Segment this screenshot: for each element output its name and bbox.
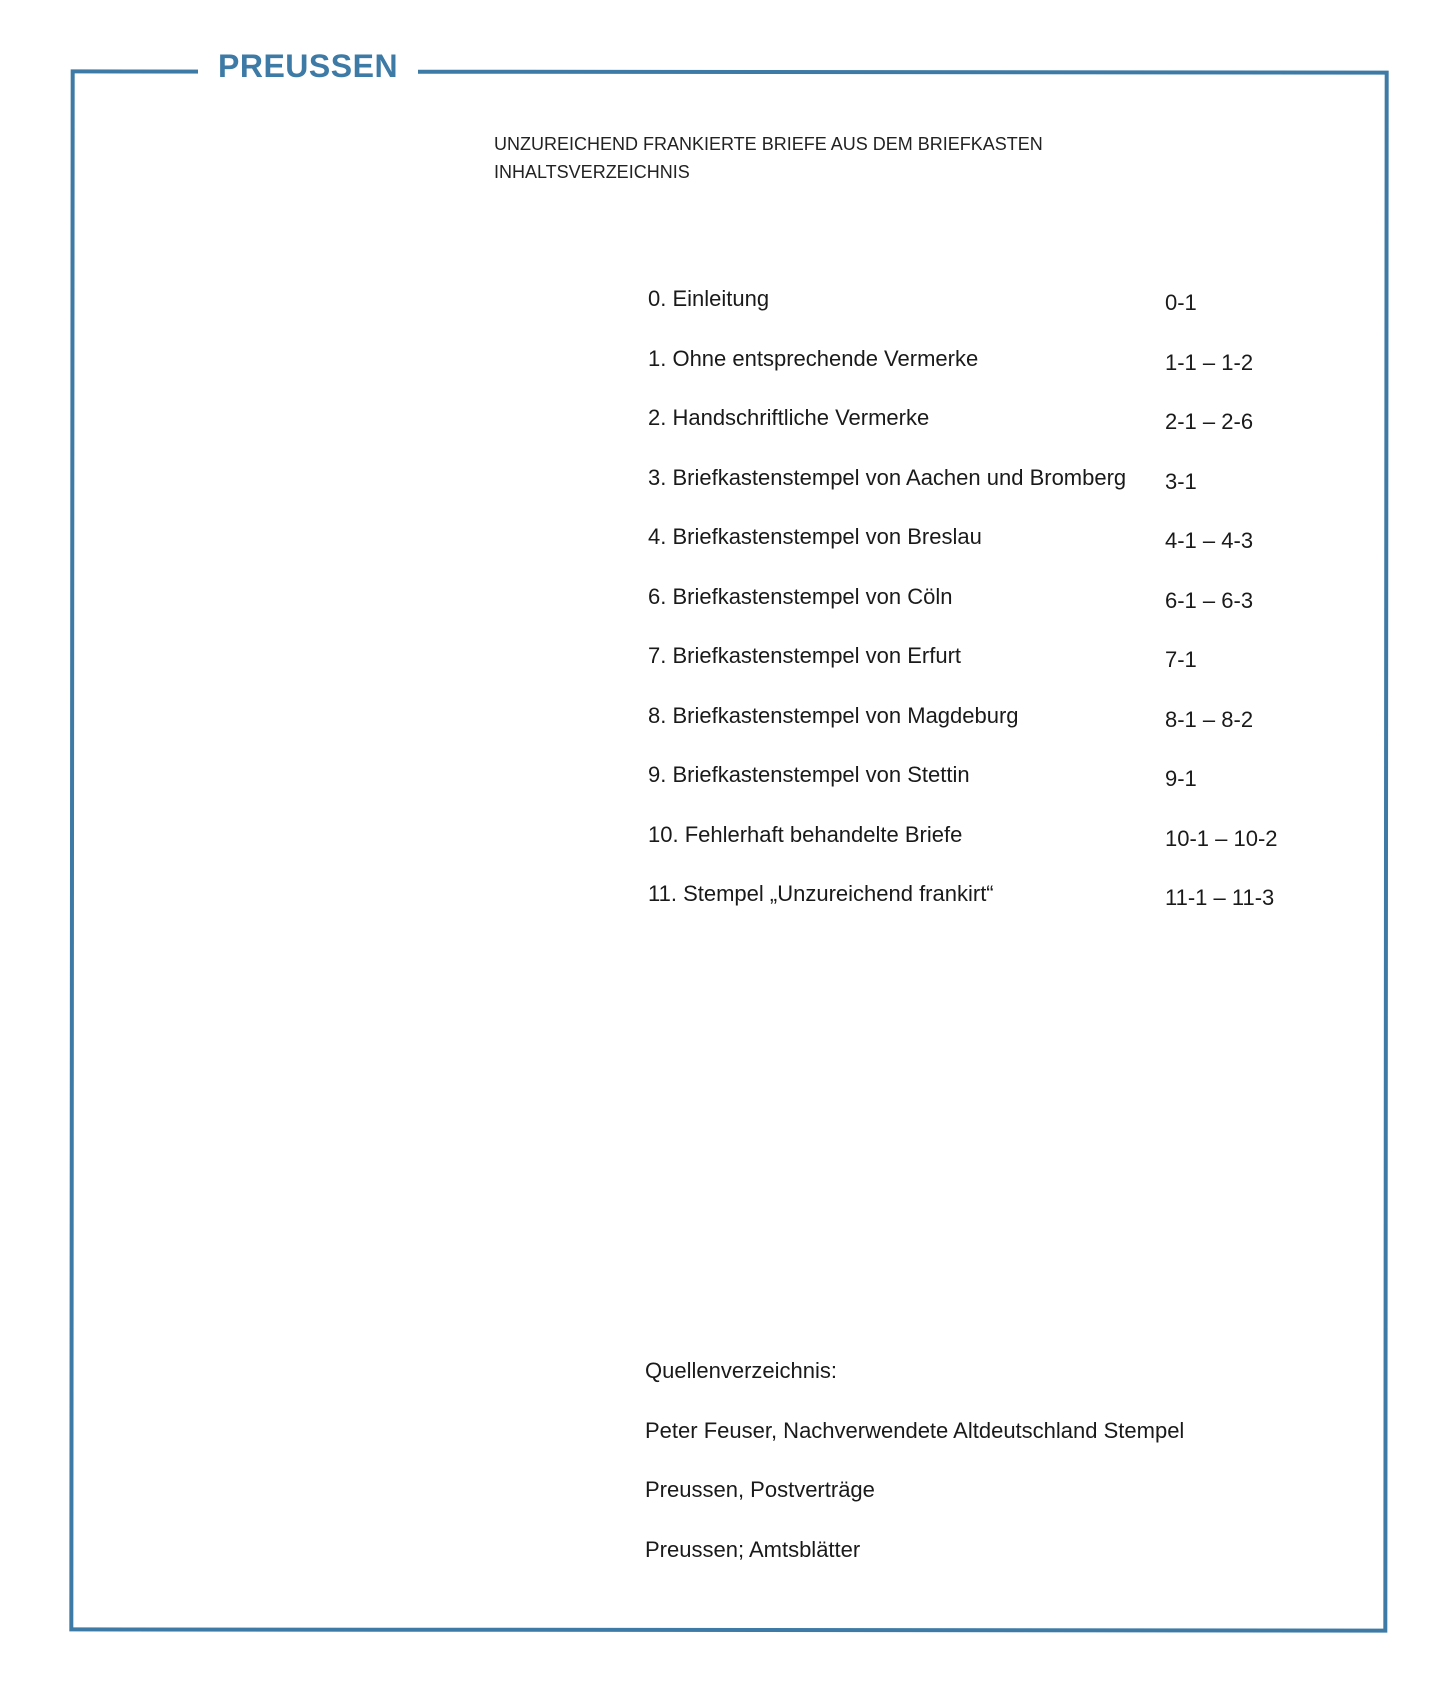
toc-entry-title: 10. Fehlerhaft behandelte Briefe <box>648 821 963 847</box>
toc-row <box>648 878 1288 938</box>
toc-entry-title: 0. Einleitung <box>648 286 770 311</box>
section-title: PREUSSEN <box>198 44 418 88</box>
source-item: Peter Feuser, Nachverwendete Altdeutschland Stempel <box>645 1417 1185 1443</box>
toc-row <box>648 462 1288 522</box>
toc-entry-pages: 7-1 <box>1165 647 1197 672</box>
toc-row <box>648 581 1288 641</box>
toc-entry-title: 4. Briefkastenstempel von Breslau <box>648 524 982 549</box>
toc-entry-title: 11. Stempel „Unzureichend frankirt“ <box>648 881 994 906</box>
toc-entry-pages: 10-1 – 10-2 <box>1165 825 1278 851</box>
toc-entry-pages: 0-1 <box>1165 290 1197 315</box>
toc-entry-pages: 8-1 – 8-2 <box>1165 706 1254 732</box>
toc-entry-title: 9. Briefkastenstempel von Stettin <box>648 762 970 787</box>
sources-section <box>645 1355 1345 1593</box>
toc-entry-title: 8. Briefkastenstempel von Magdeburg <box>648 702 1019 728</box>
toc-entry-pages: 11-1 – 11-3 <box>1165 885 1275 910</box>
toc-row <box>648 640 1288 700</box>
toc-row <box>648 819 1288 879</box>
toc-row <box>648 700 1288 760</box>
document-heading <box>494 130 1043 186</box>
toc-row <box>648 759 1288 819</box>
toc-row <box>648 343 1288 403</box>
toc-entry-pages: 4-1 – 4-3 <box>1165 528 1254 553</box>
toc-row <box>648 283 1288 343</box>
heading-line-1: UNZUREICHEND FRANKIERTE BRIEFE AUS DEM BRIEFKASTEN <box>494 134 1043 154</box>
sources-title: Quellenverzeichnis: <box>645 1358 837 1383</box>
toc-entry-pages: 3-1 <box>1165 468 1197 494</box>
toc-entry-title: 2. Handschriftliche Vermerke <box>648 405 930 430</box>
heading-line-2: INHALTSVERZEICHNIS <box>494 162 690 182</box>
toc-entry-pages: 1-1 – 1-2 <box>1165 349 1254 375</box>
toc-entry-title: 1. Ohne entsprechende Vermerke <box>648 345 979 371</box>
toc-entry-title: 7. Briefkastenstempel von Erfurt <box>648 643 962 668</box>
toc-entry-title: 3. Briefkastenstempel von Aachen und Bromberg <box>648 464 1127 490</box>
toc-row <box>648 521 1288 581</box>
source-item: Preussen, Postverträge <box>645 1477 875 1502</box>
toc-entry-pages: 9-1 <box>1165 766 1197 791</box>
toc-entry-title: 6. Briefkastenstempel von Cöln <box>648 583 953 609</box>
toc-row <box>648 402 1288 462</box>
table-of-contents <box>648 283 1288 938</box>
source-item: Preussen; Amtsblätter <box>645 1536 861 1562</box>
toc-entry-pages: 6-1 – 6-3 <box>1165 587 1254 613</box>
toc-entry-pages: 2-1 – 2-6 <box>1165 409 1254 434</box>
